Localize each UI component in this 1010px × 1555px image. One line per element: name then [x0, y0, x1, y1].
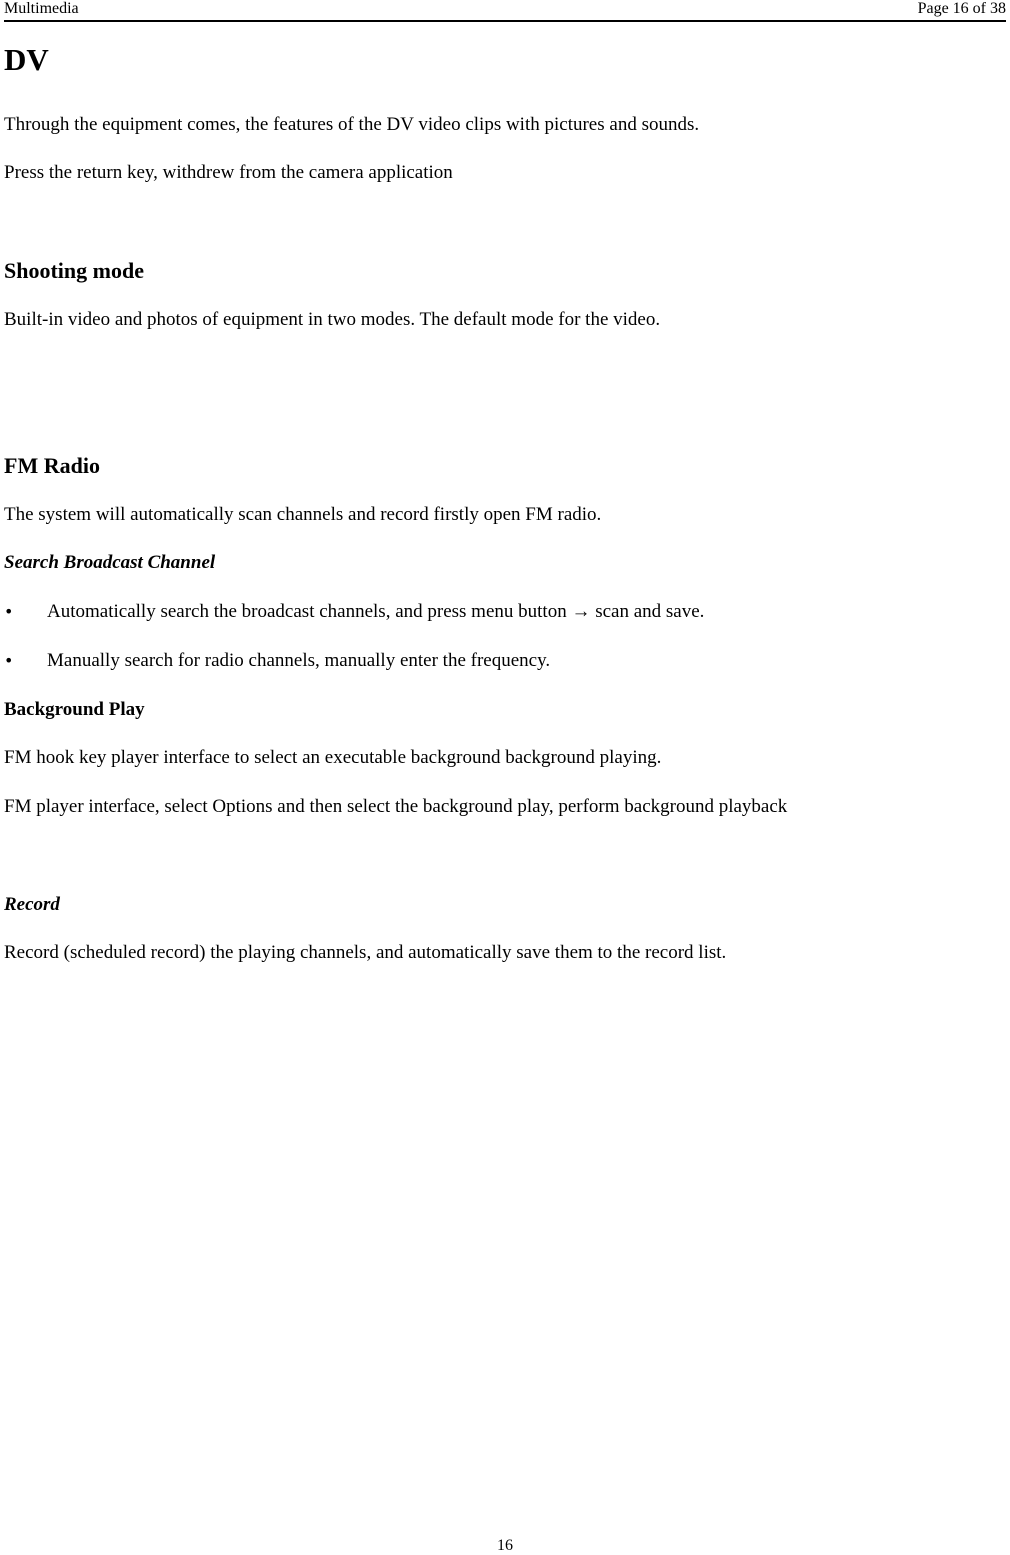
dv-paragraph-2: Press the return key, withdrew from the camera application: [4, 162, 453, 183]
dv-paragraph-1: Through the equipment comes, the features of the DV video clips with pictures and sounds.: [4, 114, 700, 135]
header-page-label: Page 16 of 38: [917, 0, 1006, 17]
page-header: [4, 0, 1006, 22]
list-item-text: Manually search for radio channels, manually enter the frequency.: [47, 650, 551, 671]
bullet-icon: •: [4, 651, 14, 670]
background-play-paragraph-2: FM player interface, select Options and then select the background play, perform background playback: [4, 796, 788, 817]
record-paragraph: Record (scheduled record) the playing channels, and automatically save them to the record list.: [4, 942, 727, 963]
background-play-paragraph-1: FM hook key player interface to select an executable background background playing.: [4, 747, 662, 768]
search-broadcast-heading: Search Broadcast Channel: [4, 552, 216, 573]
fm-radio-heading: FM Radio: [4, 453, 100, 478]
page-number: 16: [497, 1537, 513, 1554]
header-section-title: Multimedia: [4, 0, 79, 17]
bullet-icon: •: [4, 602, 14, 621]
background-play-heading: Background Play: [4, 699, 145, 720]
record-heading: Record: [4, 894, 60, 915]
list-item-text: Automatically search the broadcast channels, and press menu button → scan and save.: [47, 601, 705, 622]
shooting-mode-heading: Shooting mode: [4, 258, 144, 283]
fm-radio-paragraph: The system will automatically scan channels and record firstly open FM radio.: [4, 504, 602, 525]
shooting-mode-paragraph: Built-in video and photos of equipment in two modes. The default mode for the video.: [4, 309, 661, 330]
dv-heading: DV: [4, 42, 49, 77]
